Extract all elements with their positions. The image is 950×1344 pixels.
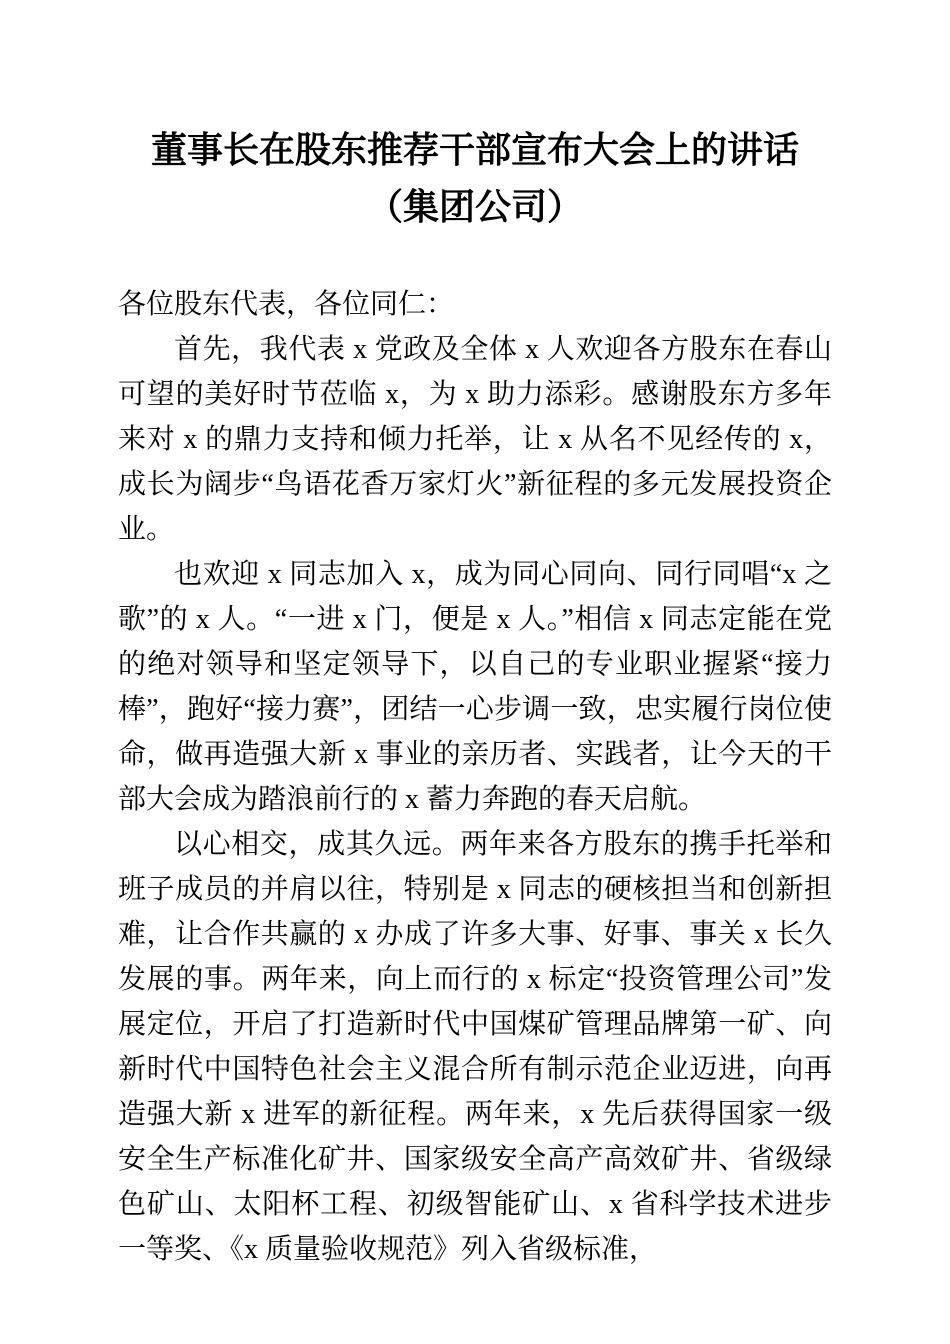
paragraph-two-year-achievements: 以心相交，成其久远。两年来各方股东的携手托举和班子成员的并肩以往，特别是 x 同志的硬核担当和创新担难，让合作共赢的 x 办成了许多大事、好事、事关 x 长久发展的事。两年来，向上而行的 x 标定“投资管理公司”发展定位，开启了打造新时代中国煤矿管理品牌第一矿、向新时代中国特色社会主义混合所有制示范企业迈进，向再造强大新 x 进军的新征程。两年来，x 先后获得国家一级安全生产标准化矿井、国家级安全高产高效矿井、省级绿色矿山、太阳杯工程、初级智能矿山、x 省科学技术进步一等奖、《x 质量验收规范》列入省级标准， bbox=[118, 829, 832, 1265]
paragraph-welcome-shareholders: 首先，我代表 x 党政及全体 x 人欢迎各方股东在春山可望的美好时节莅临 x，为 x 助力添彩。感谢股东方多年来对 x 的鼎力支持和倾力托举，让 x 从名不见经传的 x，成长为阔步“鸟语花香万家灯火”新征程的多元发展投资企业。 bbox=[118, 334, 832, 545]
paragraph-salutation: 各位股东代表，各位同仁： bbox=[118, 289, 455, 320]
paragraph-welcome-comrade: 也欢迎 x 同志加入 x，成为同心同向、同行同唱“x 之歌”的 x 人。“一进 x 门，便是 x 人。”相信 x 同志定能在党的绝对领导和坚定领导下，以自己的专业职业握紧“接力棒”，跑好“接力赛”，团结一心步调一致，忠实履行岗位使命，做再造强大新 x 事业的亲历者、实践者，让今天的干部大会成为踏浪前行的 x 蓄力奔跑的春天启航。 bbox=[118, 559, 832, 815]
document-title: 董事长在股东推荐干部宣布大会上的讲话（集团公司） bbox=[150, 130, 799, 227]
